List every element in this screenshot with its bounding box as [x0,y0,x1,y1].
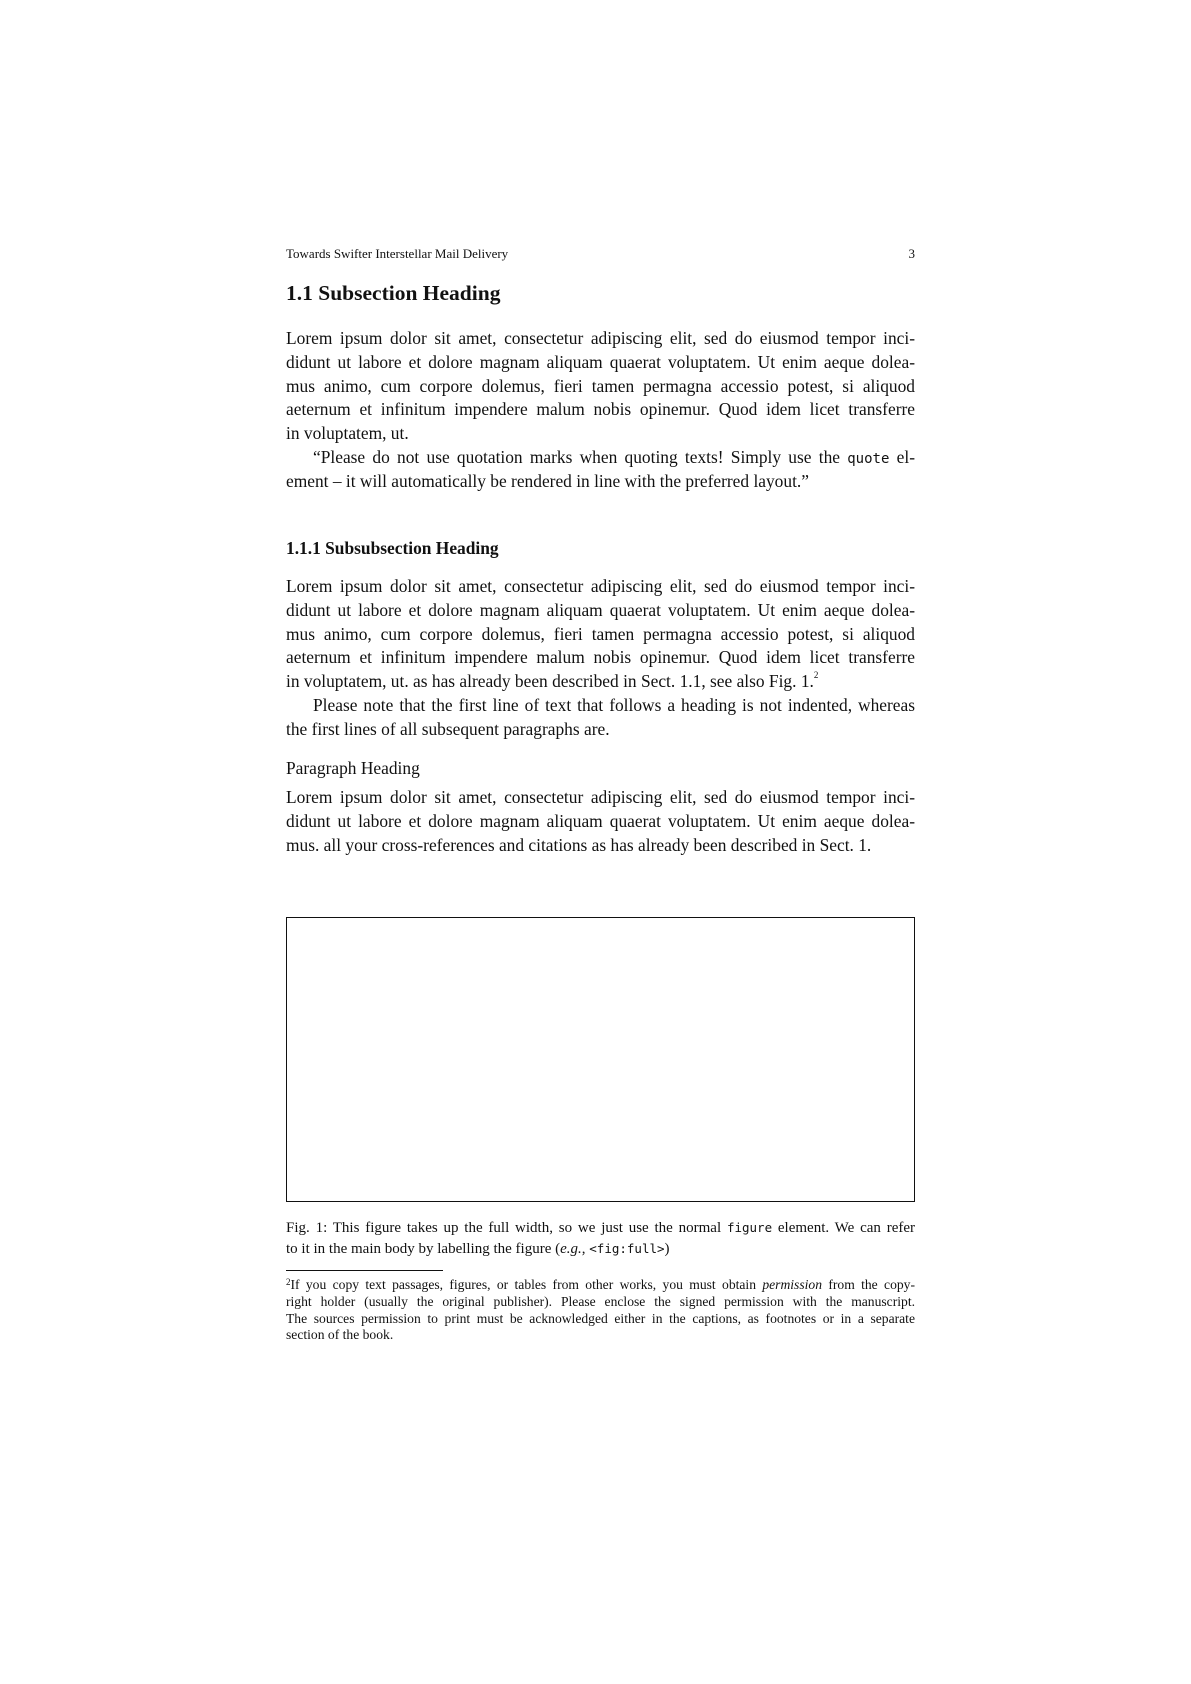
section-body [286,327,915,494]
caption-line [286,1217,915,1238]
running-header [286,245,915,263]
text-line: mus. all your cross-references and citations as has already been described in Sect. 1. [286,834,872,855]
footnote [286,1277,915,1344]
text: element. We can refer [772,1220,916,1236]
text-line: didunt ut labore et dolore magnam aliquam quaerat voluptatem. Ut enim aeque dolea- [286,351,915,372]
code-label: <fig:full> [589,1241,665,1256]
quote-line: ement – it will automatically be rendered in line with the preferred layout.” [286,470,809,491]
text-line: aeternum et infinitum impendere malum nobis opinemur. Quod idem licet transferre [286,647,915,668]
quote-line [286,446,915,470]
footnote-number: 2 [286,1277,291,1287]
subsubsection-heading: 1.1.1 Subsubsection Heading [286,538,499,558]
footnote-line: right holder (usually the original publisher). Please enclose the signed permission with the manuscript. [286,1293,915,1309]
text-line: mus animo, cum corpore dolemus, fieri tamen permagna accessio potest, si aliquod [286,375,915,396]
page-number: 3 [908,246,915,261]
text: in voluptatem, ut. as has already been described in Sect. 1.1, see also Fig. 1. [286,671,814,692]
text-line: Lorem ipsum dolor sit amet, consectetur adipiscing elit, sed do eiusmod tempor inci- [286,328,915,348]
footnote-marker[interactable]: 2 [813,670,819,681]
text: , [581,1241,590,1257]
footnote-line: The sources permission to print must be acknowledged either in the captions, as footnotes or in a separate [286,1310,915,1326]
subsubsection-body [286,575,915,742]
figure-placeholder [286,917,915,1202]
text: to it in the main body by labelling the figure ( [286,1241,561,1257]
paragraph-heading: Paragraph Heading [286,758,420,778]
text-line: Lorem ipsum dolor sit amet, consectetur adipiscing elit, sed do eiusmod tempor inci- [286,576,915,596]
caption-line [286,1238,915,1259]
text-line: the first lines of all subsequent paragraphs are. [286,718,610,739]
paragraph-body [286,786,915,857]
quote-text: “Please do not use quotation marks when quoting texts! Simply use the [313,446,848,467]
text-line: didunt ut labore et dolore magnam aliquam quaerat voluptatem. Ut enim aeque dolea- [286,599,915,620]
footnote-line [286,1277,915,1294]
running-title: Towards Swifter Interstellar Mail Delivery [286,246,509,261]
footnote-rule [286,1270,443,1271]
text: e.g. [560,1241,582,1257]
code-quote: quote [847,450,890,467]
code-figure: figure [726,1220,773,1235]
footnote-line: section of the book. [286,1327,394,1343]
text-line: Please note that the first line of text that follows a heading is not indented, whereas [313,694,915,715]
text-line: aeternum et infinitum impendere malum nobis opinemur. Quod idem licet transferre [286,399,915,420]
text-line: didunt ut labore et dolore magnam aliquam quaerat voluptatem. Ut enim aeque dolea- [286,810,915,831]
text: Fig. 1: This figure takes up the full width, so we just use the normal [286,1220,727,1236]
text: If you copy text passages, figures, or tables from other works, you must obtain [290,1277,763,1292]
text-line: Lorem ipsum dolor sit amet, consectetur adipiscing elit, sed do eiusmod tempor inci- [286,787,915,807]
text-line: in voluptatem, ut. [286,423,409,444]
figure-caption [286,1217,915,1259]
text: from the copy- [822,1277,915,1292]
text-line [286,670,915,694]
quote-text: el- [889,446,915,467]
subsection-heading: 1.1 Subsection Heading [286,281,501,305]
text: ) [664,1241,670,1257]
text-line: mus animo, cum corpore dolemus, fieri tamen permagna accessio potest, si aliquod [286,623,915,644]
text: permission [762,1277,823,1292]
